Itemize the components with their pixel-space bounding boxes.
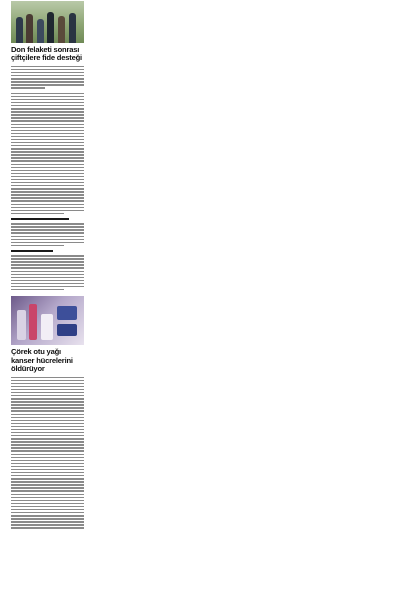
- person-figure: [26, 14, 33, 43]
- article1-headline: Don felaketi sonrası çiftçilere fide desteği: [11, 45, 82, 63]
- person-figure: [69, 13, 76, 43]
- person-figure: [37, 19, 44, 43]
- lab-vials-photo: [11, 296, 84, 345]
- article2-body: [11, 377, 84, 529]
- article1-body: [11, 66, 84, 291]
- news-column: [11, 0, 84, 531]
- article1-subheading: [11, 218, 69, 220]
- vial-figure: [57, 324, 77, 336]
- article1-subheading: [11, 250, 53, 252]
- vial-figure: [17, 310, 26, 340]
- farmers-field-photo: [11, 1, 84, 43]
- person-figure: [58, 16, 65, 43]
- person-figure: [47, 12, 54, 43]
- vial-figure: [41, 314, 53, 340]
- person-figure: [16, 17, 23, 43]
- article2-headline: Çörek otu yağı kanser hücrelerini öldürüyor: [11, 347, 73, 374]
- vial-figure: [29, 304, 37, 340]
- vial-figure: [57, 306, 77, 320]
